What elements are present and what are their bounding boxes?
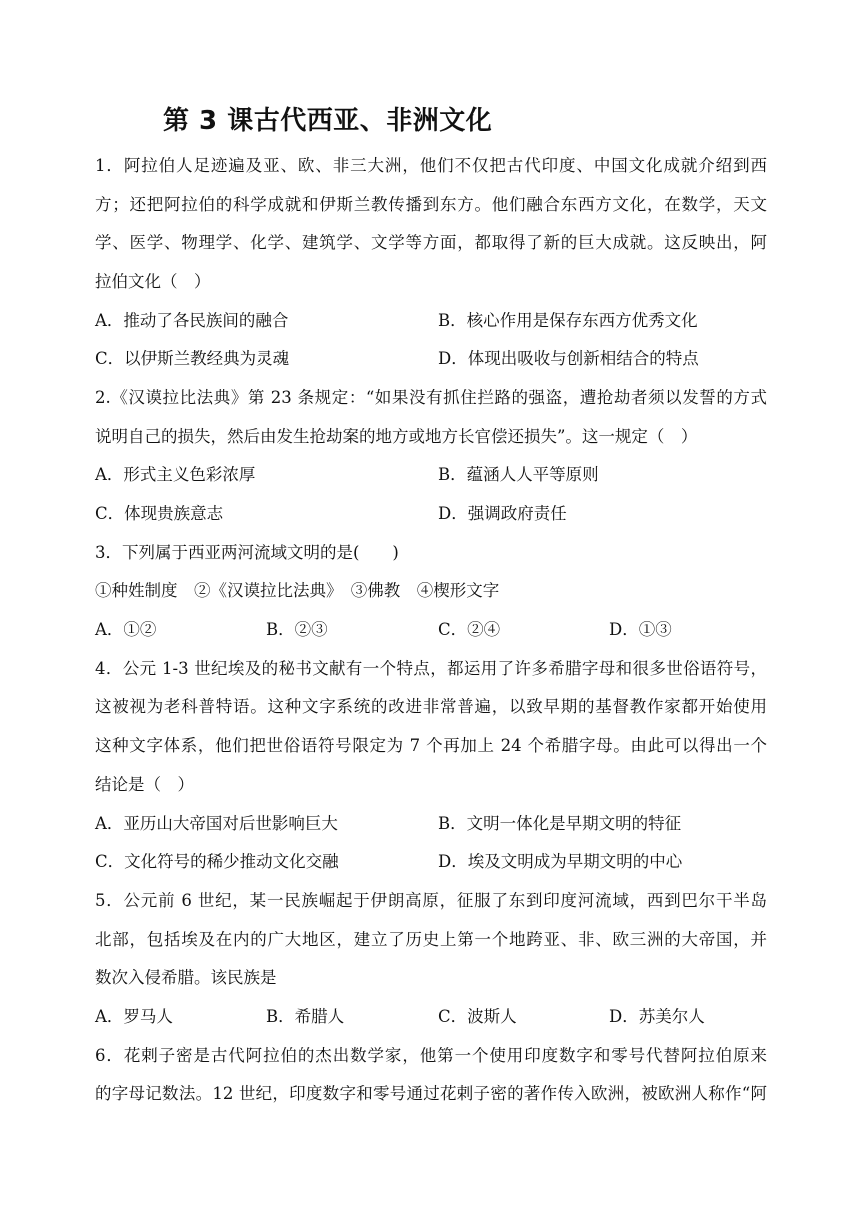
question-5-option-a: A．罗马人	[95, 1007, 173, 1026]
question-3-option-a: A．①②	[95, 620, 157, 639]
question-2-line-1: 2.《汉谟拉比法典》第 23 条规定：“如果没有抓住拦路的强盗，遭抢劫者须以发誓的方式	[95, 388, 767, 407]
question-2-option-d: D．强调政府责任	[438, 504, 567, 523]
question-2-option-a: A．形式主义色彩浓厚	[95, 465, 256, 484]
question-4-option-a: A．亚历山大帝国对后世影响巨大	[95, 814, 338, 833]
question-5-line-1: 5．公元前 6 世纪，某一民族崛起于伊朗高原，征服了东到印度河流域，西到巴尔干半岛	[95, 891, 767, 910]
question-2-option-c: C．体现贵族意志	[95, 504, 224, 523]
question-4-line-1: 4．公元 1-3 世纪埃及的秘书文献有一个特点，都运用了许多希腊字母和很多世俗语符号，	[95, 659, 767, 678]
question-5-option-b: B．希腊人	[266, 1007, 345, 1026]
question-3-line-1: 3．下列属于西亚两河流域文明的是( )	[95, 543, 399, 562]
question-4-line-2: 这被视为老科普特语。这种文字系统的改进非常普遍，以致早期的基督教作家都开始使用	[95, 697, 767, 716]
question-5-option-c: C．波斯人	[438, 1007, 517, 1026]
question-1-line-4: 拉伯文化（ ）	[95, 272, 211, 291]
question-1-option-c: C．以伊斯兰教经典为灵魂	[95, 349, 290, 368]
page-title: 第 3 课古代西亚、非洲文化	[163, 106, 493, 136]
question-2-line-2: 说明自己的损失，然后由发生抢劫案的地方或地方长官偿还损失”。这一规定（ ）	[95, 427, 698, 446]
question-3-line-2: ①种姓制度 ②《汉谟拉比法典》 ③佛教 ④楔形文字	[95, 581, 500, 600]
question-3-option-c: C．②④	[438, 620, 501, 639]
question-5-line-3: 数次入侵希腊。该民族是	[95, 968, 277, 987]
question-5-line-2: 北部，包括埃及在内的广大地区，建立了历史上第一个地跨亚、非、欧三洲的大帝国，并	[95, 930, 767, 949]
question-1-line-2: 方；还把阿拉伯的科学成就和伊斯兰教传播到东方。他们融合东西方文化，在数学，天文	[95, 195, 767, 214]
question-2-option-b: B．蕴涵人人平等原则	[438, 465, 599, 484]
question-3-option-d: D．①③	[609, 620, 672, 639]
question-1-option-d: D．体现出吸收与创新相结合的特点	[438, 349, 699, 368]
question-5-option-d: D．苏美尔人	[609, 1007, 705, 1026]
question-6-line-1: 6．花剌子密是古代阿拉伯的杰出数学家，他第一个使用印度数字和零号代替阿拉伯原来	[95, 1046, 767, 1065]
question-4-option-b: B．文明一体化是早期文明的特征	[438, 814, 682, 833]
question-3-option-b: B．②③	[266, 620, 328, 639]
question-4-line-4: 结论是（ ）	[95, 775, 194, 794]
question-6-line-2: 的字母记数法。12 世纪，印度数字和零号通过花剌子密的著作传入欧洲，被欧洲人称作“阿	[95, 1084, 767, 1103]
question-1-option-b: B．核心作用是保存东西方优秀文化	[438, 311, 698, 330]
question-4-option-d: D．埃及文明成为早期文明的中心	[438, 852, 683, 871]
question-1-option-a: A．推动了各民族间的融合	[95, 311, 289, 330]
question-1-line-1: 1．阿拉伯人足迹遍及亚、欧、非三大洲，他们不仅把古代印度、中国文化成就介绍到西	[95, 156, 767, 175]
question-4-line-3: 这种文字体系，他们把世俗语符号限定为 7 个再加上 24 个希腊字母。由此可以得出一个	[95, 736, 767, 755]
question-1-line-3: 学、医学、物理学、化学、建筑学、文学等方面，都取得了新的巨大成就。这反映出，阿	[95, 233, 767, 252]
question-4-option-c: C．文化符号的稀少推动文化交融	[95, 852, 339, 871]
